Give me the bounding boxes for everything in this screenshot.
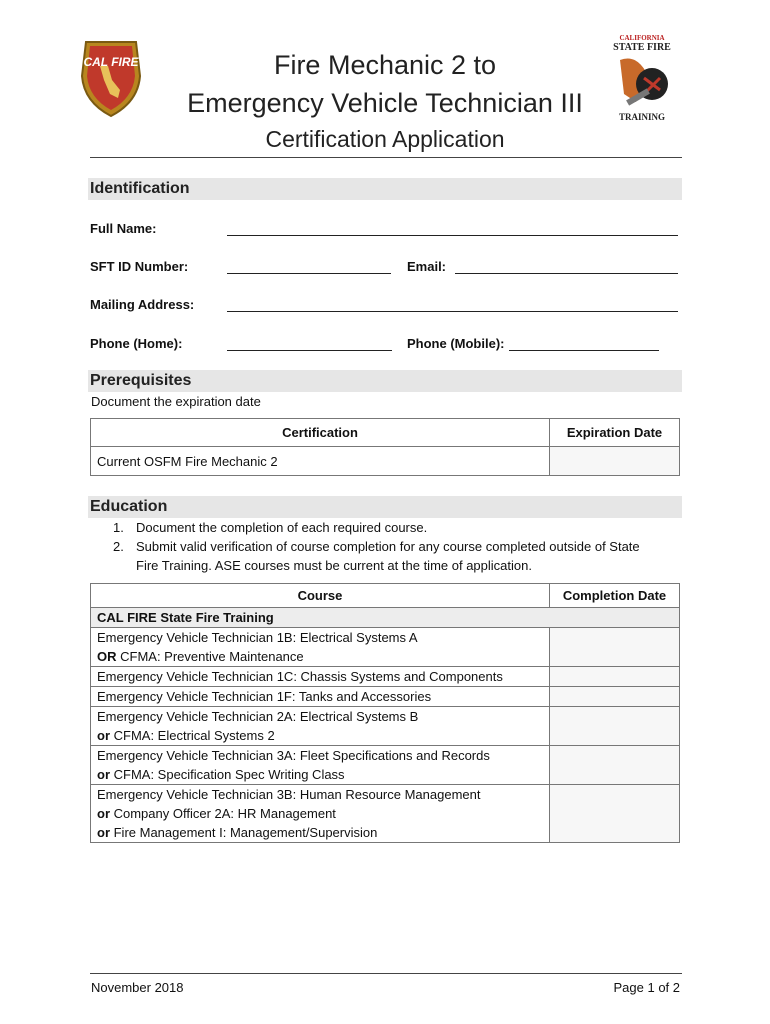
instruction-2a: Submit valid verification of course completion for any course completed outside of State (136, 539, 640, 554)
completion-date-field[interactable] (550, 785, 680, 843)
identification-bar (88, 178, 682, 200)
phone-mobile-field[interactable] (509, 350, 659, 351)
identification-heading: Identification (90, 180, 190, 197)
table-row: Emergency Vehicle Technician 1C: Chassis Systems and Components (91, 667, 680, 687)
prerequisites-table (90, 418, 680, 476)
phone-home-field[interactable] (227, 350, 392, 351)
expiration-date-header: Expiration Date (550, 419, 680, 447)
page-subtitle: Certification Application (265, 126, 505, 152)
sft-id-field[interactable] (227, 273, 391, 274)
footer-divider (90, 973, 682, 974)
education-table (90, 583, 680, 843)
table-row: Emergency Vehicle Technician 1B: Electrical Systems A OR CFMA: Preventive Maintenance (91, 628, 680, 667)
email-field[interactable] (455, 273, 678, 274)
completion-date-field[interactable] (550, 628, 680, 667)
page-number: Page 1 of 2 (613, 980, 680, 995)
svg-text:CALIFORNIA: CALIFORNIA (619, 34, 665, 42)
education-heading: Education (90, 498, 168, 515)
certification-header: Certification (91, 419, 550, 447)
title-line2: Emergency Vehicle Technician III (187, 88, 583, 118)
full-name-label: Full Name: (90, 221, 157, 236)
svg-text:STATE FIRE: STATE FIRE (613, 42, 671, 53)
group-row: CAL FIRE State Fire Training (91, 608, 680, 628)
title-line1: Fire Mechanic 2 to (273, 50, 497, 80)
completion-date-field[interactable] (550, 707, 680, 746)
completion-date-field[interactable] (550, 746, 680, 785)
certification-cell: Current OSFM Fire Mechanic 2 (91, 447, 550, 476)
header-divider (90, 157, 682, 158)
list-item: 2. (113, 539, 124, 554)
sft-id-label: SFT ID Number: (90, 259, 189, 274)
cal-fire-logo-text: CAL FIRE (83, 55, 139, 69)
instruction-2b: Fire Training. ASE courses must be current at the time of application. (136, 558, 532, 573)
phone-mobile-label: Phone (Mobile): (407, 336, 505, 351)
education-bar (88, 496, 682, 518)
table-row: Emergency Vehicle Technician 3A: Fleet Specifications and Records or CFMA: Specification Spec Writing Class (91, 746, 680, 785)
list-item: 1. (113, 520, 124, 535)
mailing-address-label: Mailing Address: (90, 297, 195, 312)
prerequisites-heading: Prerequisites (90, 372, 192, 389)
instruction-1: Document the completion of each required course. (136, 520, 428, 535)
svg-text:TRAINING: TRAINING (618, 112, 666, 122)
completion-date-field[interactable] (550, 687, 680, 707)
expiration-date-field[interactable] (550, 447, 680, 476)
phone-home-label: Phone (Home): (90, 336, 183, 351)
email-label: Email: (407, 259, 447, 274)
footer-date: November 2018 (91, 980, 184, 995)
full-name-field[interactable] (227, 235, 678, 236)
prerequisites-bar (88, 370, 682, 392)
prerequisites-note: Document the expiration date (91, 394, 261, 409)
table-row: Emergency Vehicle Technician 3B: Human Resource Management or Company Officer 2A: HR Management or Fire Management I: Management/Supervision (91, 785, 680, 843)
completion-date-field[interactable] (550, 667, 680, 687)
completion-date-header: Completion Date (550, 584, 680, 608)
mailing-address-field[interactable] (227, 311, 678, 312)
course-header: Course (91, 584, 550, 608)
table-row: Emergency Vehicle Technician 2A: Electrical Systems B or CFMA: Electrical Systems 2 (91, 707, 680, 746)
table-row (91, 447, 680, 476)
table-row: Emergency Vehicle Technician 1F: Tanks and Accessories (91, 687, 680, 707)
